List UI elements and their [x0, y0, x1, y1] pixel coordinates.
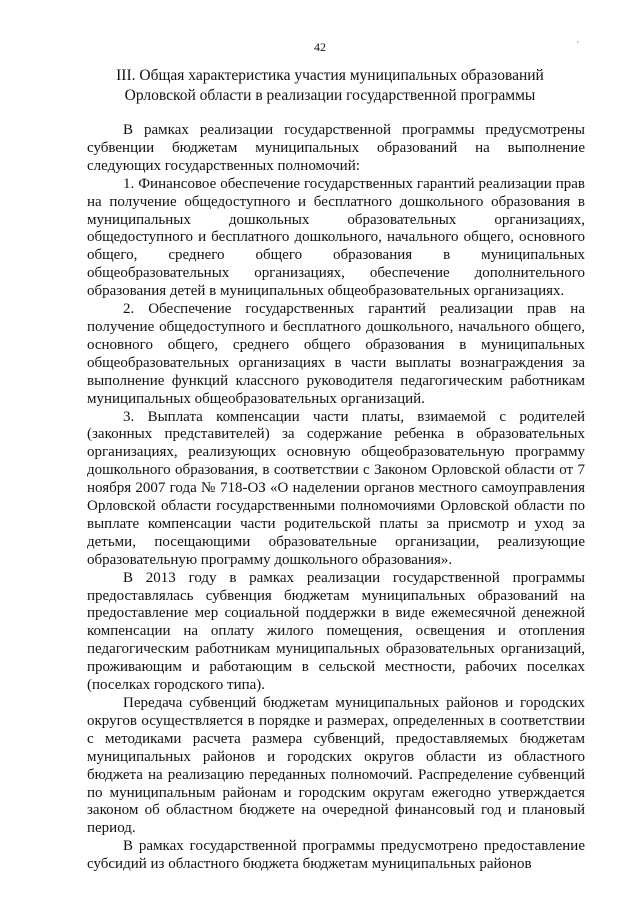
body-text: [87, 122, 585, 874]
corner-mark: ': [577, 40, 579, 51]
paragraph-subvention-transfer: Передача субвенций бюджетам муниципальных районов и городских округов осуществляется в порядке и размерах, определенных в соответствии с методиками расчета размера субвенций, предоставляемых бюджетам муниципальных районов и городских округов области из областного бюджета на реализацию переданных полномочий. Распределение субвенций по муниципальным районам и городским округам ежегодно утверждается законом об областном бюджете на очередной финансовый год и плановый период.: [87, 695, 585, 837]
page-number: 42: [314, 40, 326, 54]
section-title: III. Общая характеристика участия муниципальных образований Орловской области в реализации государственной программы: [116, 67, 544, 104]
paragraph-item-3: 3. Выплата компенсации части платы, взимаемой с родителей (законных представителей) за содержание ребенка в образовательных организациях, реализующих основную общеобразовательную программу дошкольного образования, в соответствии с Законом Орловской области от 7 ноября 2007 года № 718-ОЗ «О наделении органов местного самоуправления Орловской области государственными полномочиями Орловской области по выплате компенсации части родительской платы за присмотр и уход за детьми, посещающими образовательные организации, реализующие образовательную программу дошкольного образования».: [87, 408, 585, 568]
paragraph-subsidies: В рамках государственной программы предусмотрено предоставление субсидий из областного бюджета бюджетам муниципальных районов: [87, 838, 585, 873]
paragraph-item-1: 1. Финансовое обеспечение государственных гарантий реализации прав на получение общедоступного и бесплатного дошкольного образования в муниципальных дошкольных образовательных организациях, общедоступного и бесплатного дошкольного, начального общего, основного общего, среднего общего образования в муниципальных общеобразовательных организациях, обеспечение дополнительного образования детей в муниципальных общеобразовательных организациях.: [87, 175, 585, 300]
paragraph-item-2: 2. Обеспечение государственных гарантий реализации прав на получение общедоступного и бесплатного дошкольного, начального общего, основного общего, среднего общего образования в муниципальных общеобразовательных организациях в части выплаты вознаграждения за выполнение функций классного руководителя педагогическим работникам муниципальных общеобразовательных организаций.: [87, 301, 585, 407]
paragraph-2013-subvention: В 2013 году в рамках реализации государственной программы предоставлялась субвенция бюджетам муниципальных образований на предоставление мер социальной поддержки в виде ежемесячной денежной компенсации на оплату жилого помещения, освещения и отопления педагогическим работникам муниципальных образовательных организаций, проживающим и работающим в сельской местности, рабочих поселках (поселках городского типа).: [87, 569, 585, 694]
paragraph-intro: В рамках реализации государственной программы предусмотрены субвенции бюджетам муниципальных образований на выполнение следующих государственных полномочий:: [87, 122, 585, 174]
